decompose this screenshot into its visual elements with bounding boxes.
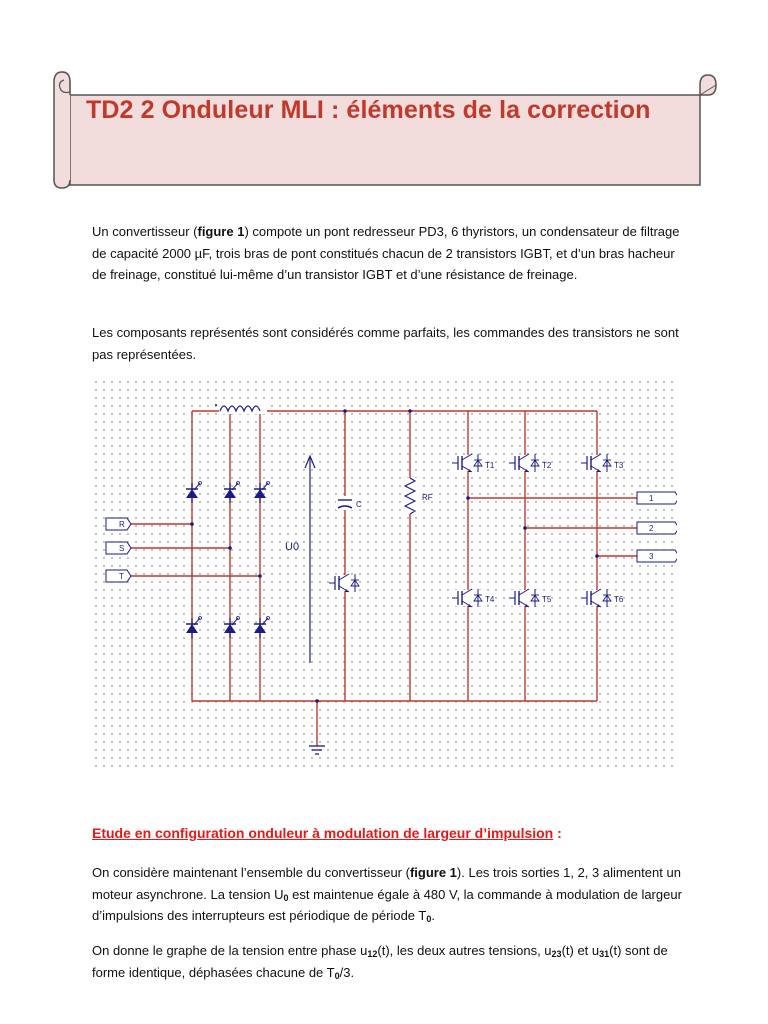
section-heading-text: Etude en configuration onduleur à modulation de largeur d’impulsion <box>92 825 554 841</box>
figure-reference: figure 1 <box>409 865 457 880</box>
circuit-diagram <box>92 378 677 773</box>
transistor-label-t4: T4 <box>485 595 495 604</box>
transistor-label-t1: T1 <box>485 461 495 470</box>
intro-text-a: Un convertisseur ( <box>92 224 198 239</box>
brake-resistor <box>402 478 433 514</box>
page-title: TD2 2 Onduleur MLI : éléments de la correction <box>86 96 651 124</box>
inductor <box>215 404 267 414</box>
body-paragraph-2 <box>92 940 692 983</box>
transistor-label-t6: T6 <box>614 595 624 604</box>
transistor-label-t3: T3 <box>614 461 624 470</box>
resistor-label: RF <box>422 493 433 502</box>
p3-text-b: ). Les trois sorties 1, 2, 3 alimentent un moteur asynchrone. La tension U <box>92 865 681 902</box>
p4-text-c: (t) et u <box>561 943 600 958</box>
subscript: 0 <box>426 914 432 924</box>
ground-symbol <box>309 746 325 754</box>
transistor-label-t5: T5 <box>542 595 552 604</box>
p3-text-d: . <box>431 908 435 923</box>
transistor-label-t2: T2 <box>542 461 552 470</box>
figure-reference: figure 1 <box>197 224 245 239</box>
subscript: 0 <box>283 892 289 903</box>
subscript: 0 <box>334 970 340 981</box>
section-heading <box>92 825 562 841</box>
section-heading-colon: : <box>553 825 562 841</box>
title-scroll-banner <box>50 70 720 195</box>
body-paragraph-1 <box>92 862 692 927</box>
p4-text-b: (t), les deux autres tensions, u <box>377 943 552 958</box>
p3-text-a: On considère maintenant l’ensemble du convertisseur ( <box>92 865 410 880</box>
subscript: 23 <box>551 949 562 959</box>
capacitor <box>336 496 362 510</box>
p4-text-d: (t) sont de forme identique, déphasées chacune de T <box>92 943 668 980</box>
subscript: 12 <box>367 949 378 959</box>
intro-paragraph-1 <box>92 221 692 286</box>
p4-text-a: On donne le graphe de la tension entre phase u <box>92 943 368 958</box>
intro-text-b: ) compote un pont redresseur PD3, 6 thyristors, un condensateur de filtrage de capacité 2000 µF, trois bras de pont constitués chacun de 2 transistors IGBT, et d’un bras hacheur de freinage, constitué lui-même d’un transistor IGBT et d’une résistance de freinage. <box>92 224 680 282</box>
p4-text-e: /3. <box>339 964 355 980</box>
output-label-3: 3 <box>649 552 654 561</box>
output-label-2: 2 <box>649 524 654 533</box>
input-label-r: R <box>119 520 125 529</box>
subscript: 31 <box>599 949 610 959</box>
output-label-1: 1 <box>649 494 654 503</box>
input-label-t: T <box>119 572 124 581</box>
p3-text-c: est maintenue égale à 480 V, la commande à modulation de largeur d’impulsions des interrupteurs est périodique de période T <box>92 886 682 923</box>
intro-paragraph-2: Les composants représentés sont considérés comme parfaits, les commandes des transistors ne sont pas représentées. <box>92 325 679 362</box>
u0-voltage-label: U0 <box>285 541 300 553</box>
input-label-s: S <box>119 544 125 553</box>
capacitor-label: C <box>356 500 362 509</box>
